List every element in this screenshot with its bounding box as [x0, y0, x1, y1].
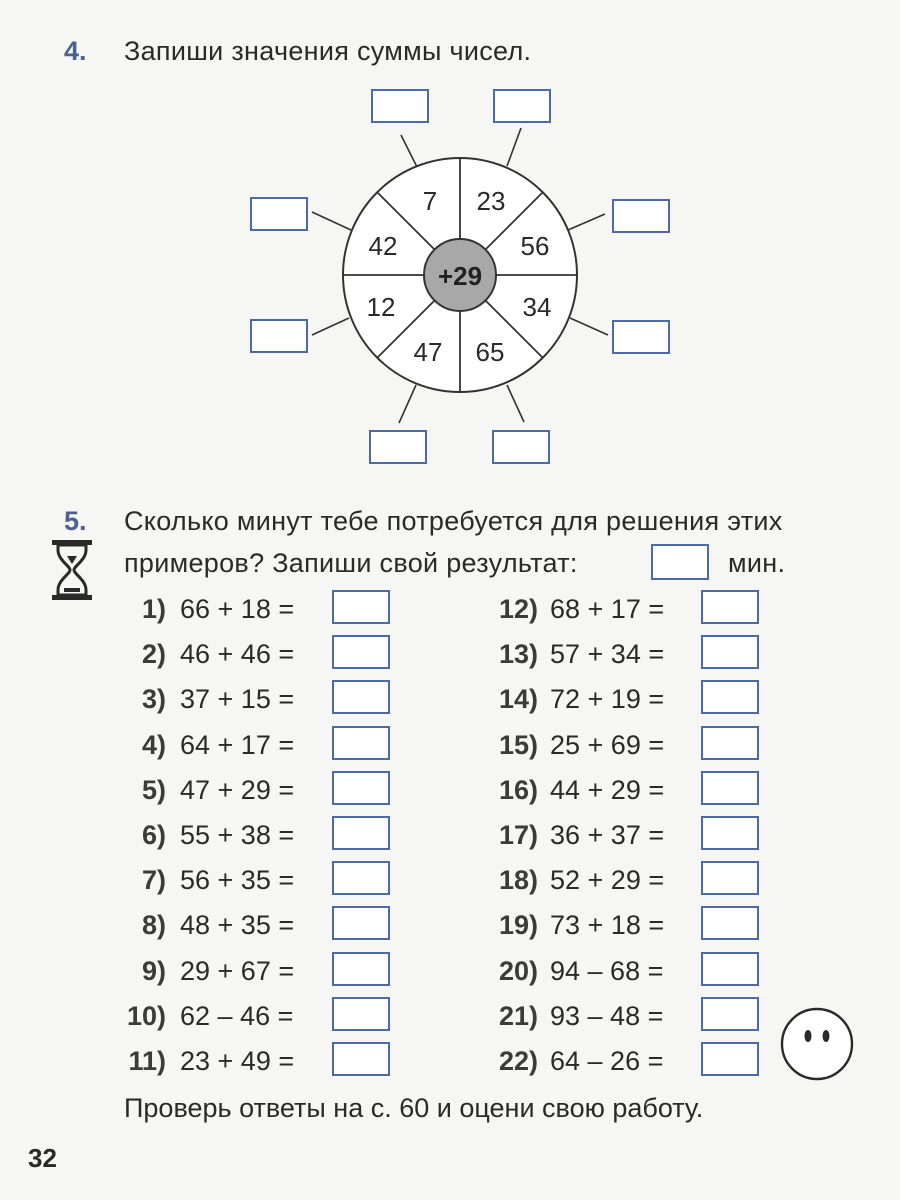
connector-line: [401, 135, 417, 167]
example-index: 22): [498, 1046, 538, 1076]
connector-line: [312, 318, 349, 335]
example-index: 21): [498, 1000, 538, 1031]
task-5-instruction-line2: примеров? Запиши свой результат:: [124, 548, 578, 578]
example-index: 5): [141, 774, 166, 805]
segment-number: 7: [422, 186, 438, 216]
example-expression: 73 + 18 =: [550, 910, 665, 941]
hourglass-icon: [50, 538, 94, 602]
example-expression: 23 + 49 =: [180, 1046, 295, 1076]
smiley-face-icon[interactable]: [779, 1006, 855, 1082]
segment-number: 23: [476, 186, 506, 216]
example-answer-box[interactable]: [701, 816, 759, 850]
connector-line: [570, 318, 608, 335]
example-answer-box[interactable]: [701, 726, 759, 760]
example-index: 15): [498, 729, 538, 760]
example-expression: 72 + 19 =: [550, 684, 665, 715]
example-expression: 29 + 67 =: [180, 955, 295, 986]
example-answer-box[interactable]: [701, 906, 759, 940]
example-index: 16): [498, 774, 538, 805]
example-index: 12): [498, 594, 538, 624]
example-row: [0, 910, 900, 950]
connector-line: [312, 212, 351, 230]
time-unit-label: мин.: [728, 548, 786, 578]
example-answer-box[interactable]: [701, 635, 759, 669]
wheel-answer-box[interactable]: [250, 197, 308, 231]
connector-line: [507, 128, 521, 166]
connector-line: [568, 214, 605, 230]
segment-number: 42: [368, 231, 398, 261]
example-index: 3): [141, 684, 166, 715]
segment-number: 56: [520, 231, 550, 261]
wheel-answer-box[interactable]: [612, 320, 670, 354]
wheel-answer-box[interactable]: [250, 319, 308, 353]
sum-wheel-diagram: [0, 0, 900, 480]
page-number: 32: [28, 1143, 57, 1173]
task-5-instruction-line1: Сколько минут тебе потребуется для решения этих: [124, 506, 783, 536]
example-answer-box[interactable]: [701, 997, 759, 1031]
example-expression: 47 + 29 =: [180, 774, 295, 805]
example-row: [0, 775, 900, 815]
example-expression: 64 – 26 =: [550, 1046, 664, 1076]
example-index: 20): [498, 955, 538, 986]
example-expression: 57 + 34 =: [550, 639, 665, 670]
wheel-answer-box[interactable]: [612, 199, 670, 233]
example-expression: 48 + 35 =: [180, 910, 295, 941]
example-index: 9): [141, 955, 166, 986]
time-result-box[interactable]: [651, 544, 709, 580]
example-expression: 56 + 35 =: [180, 865, 295, 896]
example-answer-box[interactable]: [701, 771, 759, 805]
example-index: 13): [498, 639, 538, 670]
example-answer-box[interactable]: [701, 861, 759, 895]
example-expression: 36 + 37 =: [550, 820, 665, 850]
example-answer-box[interactable]: [701, 1042, 759, 1076]
example-index: 6): [141, 820, 166, 850]
example-index: 11): [128, 1046, 166, 1076]
example-row: [0, 1001, 900, 1041]
example-expression: 44 + 29 =: [550, 774, 665, 805]
task-4-instruction: Запиши значения суммы чисел.: [124, 36, 532, 66]
example-index: 19): [498, 910, 538, 941]
connector-line: [507, 385, 524, 422]
example-answer-box[interactable]: [701, 952, 759, 986]
segment-number: 34: [522, 292, 552, 322]
wheel-answer-box[interactable]: [493, 89, 551, 123]
segment-number: 47: [413, 337, 443, 367]
example-expression: 66 + 18 =: [180, 594, 295, 624]
task-4-number: 4.: [64, 36, 87, 66]
example-index: 14): [498, 684, 538, 715]
example-index: 4): [141, 729, 166, 760]
example-index: 18): [498, 865, 538, 896]
task-5-number: 5.: [64, 506, 87, 536]
connector-line: [399, 385, 416, 423]
wheel-center-label: +29: [437, 261, 483, 291]
example-index: 2): [141, 639, 166, 670]
example-expression: 37 + 15 =: [180, 684, 295, 715]
example-row: [0, 730, 900, 770]
example-row: [0, 639, 900, 679]
example-index: 10): [126, 1000, 166, 1031]
example-expression: 25 + 69 =: [550, 729, 665, 760]
example-answer-box[interactable]: [701, 590, 759, 624]
example-expression: 52 + 29 =: [550, 865, 665, 896]
example-expression: 62 – 46 =: [180, 1000, 294, 1031]
example-expression: 46 + 46 =: [180, 639, 295, 670]
example-row: [0, 1046, 900, 1086]
segment-number: 65: [475, 337, 505, 367]
example-index: 1): [141, 594, 166, 624]
example-index: 7): [141, 865, 166, 896]
example-expression: 68 + 17 =: [550, 594, 665, 624]
example-answer-box[interactable]: [701, 680, 759, 714]
example-row: [0, 684, 900, 724]
segment-number: 12: [366, 292, 396, 322]
example-row: [0, 865, 900, 905]
example-expression: 55 + 38 =: [180, 820, 295, 850]
example-index: 8): [141, 910, 166, 941]
example-expression: 93 – 48 =: [550, 1000, 664, 1031]
example-row: [0, 594, 900, 634]
check-answers-text: Проверь ответы на с. 60 и оцени свою работу.: [124, 1093, 704, 1123]
example-row: [0, 956, 900, 996]
wheel-answer-box[interactable]: [492, 430, 550, 464]
wheel-answer-box[interactable]: [371, 89, 429, 123]
example-row: [0, 820, 900, 860]
example-expression: 64 + 17 =: [180, 729, 295, 760]
example-expression: 94 – 68 =: [550, 955, 664, 986]
example-index: 17): [498, 820, 538, 850]
wheel-answer-box[interactable]: [369, 430, 427, 464]
